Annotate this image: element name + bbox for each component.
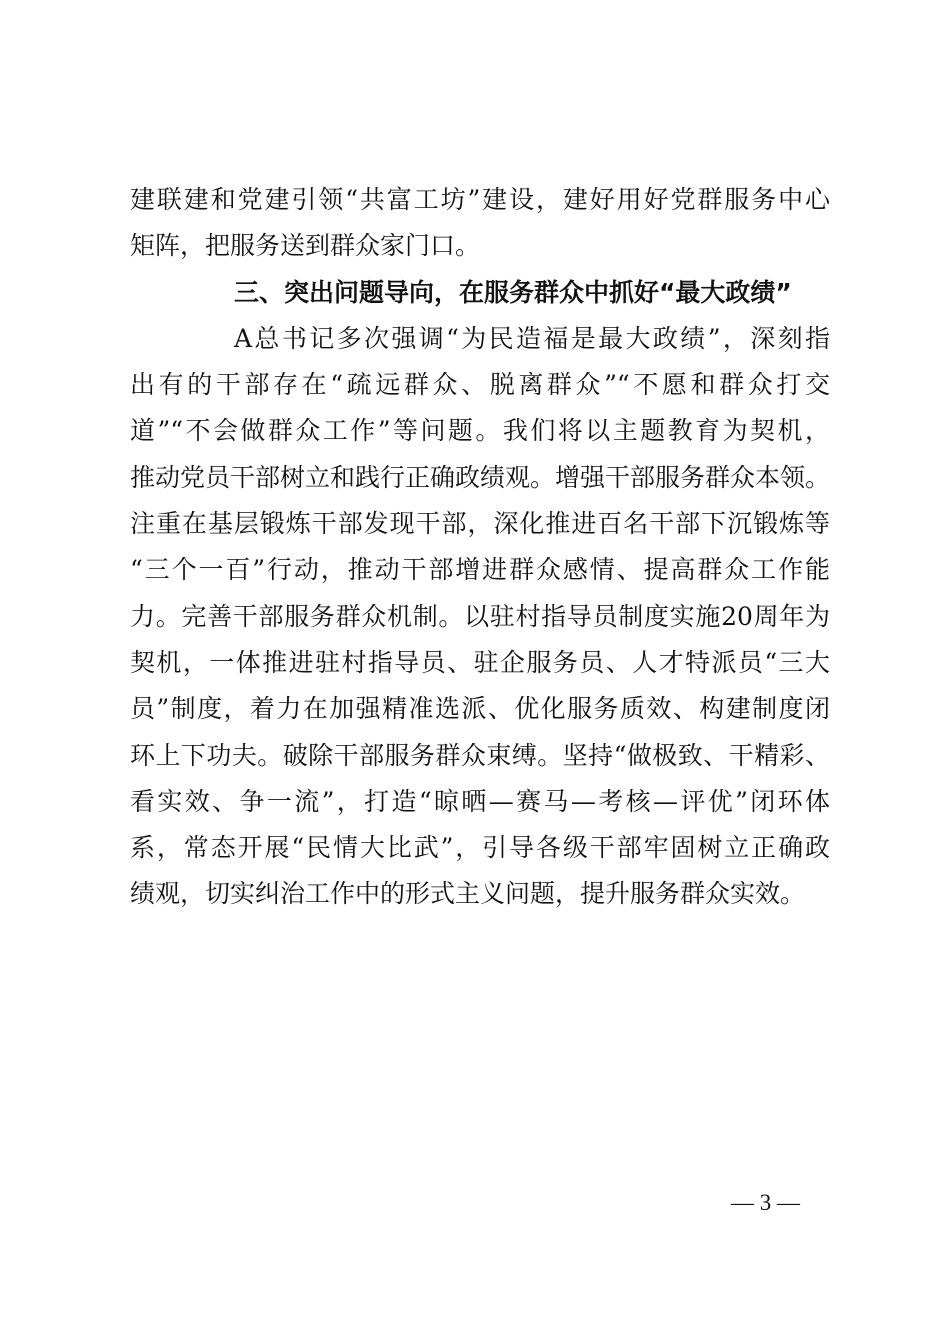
paragraph-line-13: 绩观，切实纠治工作中的形式主义问题，提升服务群众实效。 xyxy=(130,879,806,909)
paragraph-line-9: 员”制度，着力在加强精准选派、优化服务质效、构建制度闭 xyxy=(130,694,830,724)
paragraph-line-7: 力。完善干部服务群众机制。以驻村指导员制度实施20周年为 xyxy=(130,601,830,631)
continuation-line-2: 矩阵，把服务送到群众家门口。 xyxy=(130,231,481,261)
paragraph-line-5: 注重在基层锻炼干部发现干部，深化推进百名干部下沉锻炼等 xyxy=(130,509,830,539)
paragraph-line-8: 契机，一体推进驻村指导员、驻企服务员、人才特派员“三大 xyxy=(130,647,830,677)
paragraph-line-1: A总书记多次强调“为民造福是最大政绩”，深刻指 xyxy=(234,323,830,353)
document-body xyxy=(130,177,830,918)
paragraph-line-10: 环上下功夫。破除干部服务群众束缚。坚持“做极致、干精彩、 xyxy=(130,740,830,770)
paragraph-line-11: 看实效、争一流”，打造“晾晒—赛马—考核—评优”闭环体 xyxy=(130,786,830,816)
paragraph-line-12: 系，常态开展“民情大比武”，引导各级干部牢固树立正确政 xyxy=(130,833,830,863)
section-heading: 三、突出问题导向，在服务群众中抓好“最大政绩” xyxy=(234,277,792,307)
paragraph-line-4: 推动党员干部树立和践行正确政绩观。增强干部服务群众本领。 xyxy=(130,462,830,492)
paragraph-line-2: 出有的干部存在“疏远群众、脱离群众”“不愿和群众打交 xyxy=(130,370,830,400)
continuation-line-1: 建联建和党建引领“共富工坊”建设，建好用好党群服务中心 xyxy=(130,185,830,214)
page-number: — 3 — xyxy=(731,1190,800,1215)
paragraph-line-6: “三个一百”行动，推动干部增进群众感情、提高群众工作能 xyxy=(130,555,830,585)
paragraph-line-3: 道”“不会做群众工作”等问题。我们将以主题教育为契机， xyxy=(130,416,830,446)
